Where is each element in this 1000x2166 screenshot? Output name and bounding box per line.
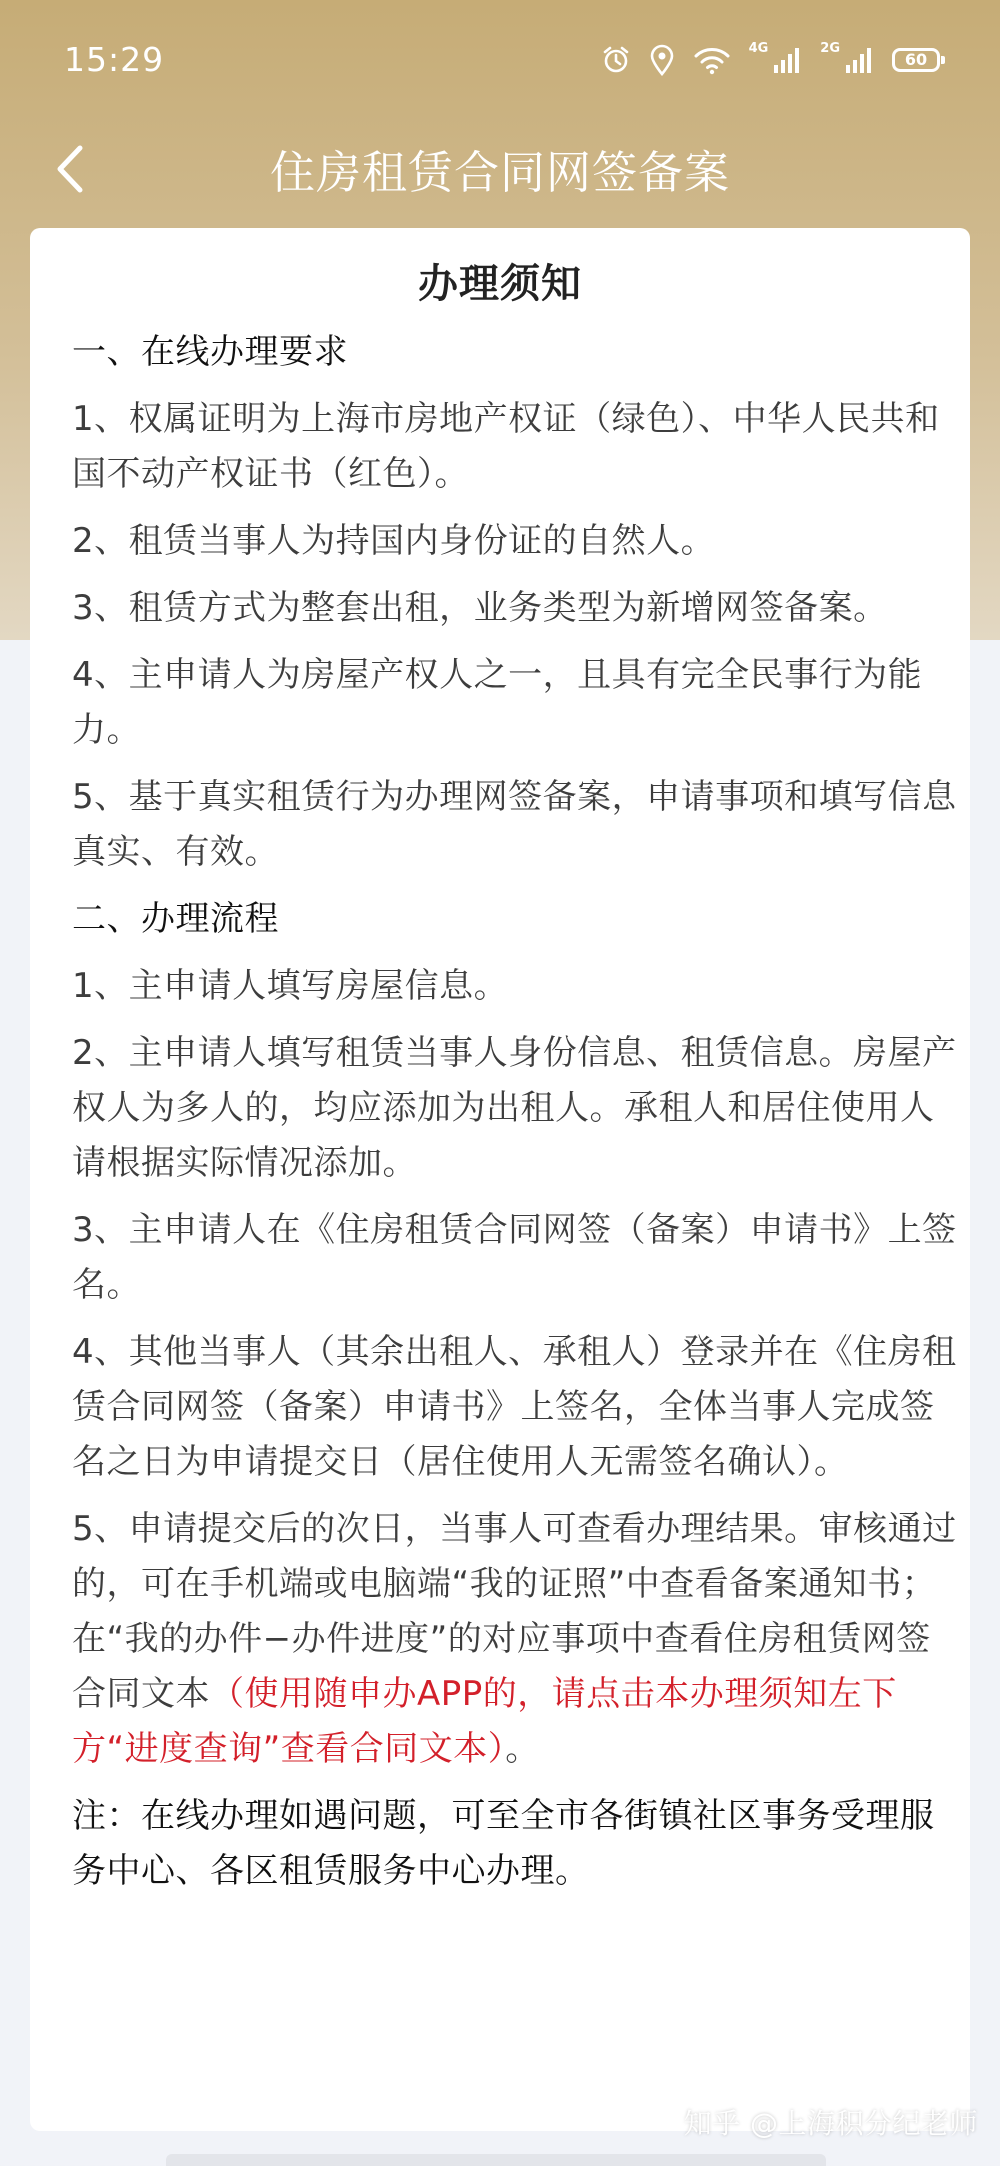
watermark: 知乎 @上海积分纪老师 (683, 2107, 978, 2140)
location-icon (649, 44, 675, 76)
battery-level: 60 (904, 50, 928, 69)
nav-bar (0, 120, 1000, 220)
requirement-item-2: 2、租赁当事人为持国内身份证的自然人。 (72, 521, 716, 561)
network-4g-label: 4G (748, 40, 769, 56)
section-heading-process: 二、办理流程 (72, 899, 279, 939)
process-item-5-highlight: （使用随申办APP的，请点击本办理须知左下方“进度查询”查看合同文本） (72, 1674, 897, 1769)
network-2g-label: 2G (820, 40, 840, 56)
process-item-2: 2、主申请人填写租赁当事人身份信息、租赁信息。房屋产权人为多人的，均应添加为出租人。承租人和居住使用人请根据实际情况添加。 (72, 1033, 957, 1183)
alarm-icon (601, 45, 631, 75)
status-time: 15:29 (64, 40, 165, 79)
status-bar (0, 0, 1000, 120)
notice-title: 办理须知 (418, 261, 582, 307)
status-icons (601, 40, 940, 76)
notice-footnote: 注：在线办理如遇问题，可至全市各街镇社区事务受理服务中心、各区租赁服务中心办理。 (72, 1796, 935, 1891)
process-item-3: 3、主申请人在《住房租赁合同网签（备案）申请书》上签名。 (72, 1210, 957, 1305)
process-item-5 (72, 1502, 960, 1777)
process-item-5-end: 。 (505, 1729, 540, 1769)
page-title: 住房租赁合同网签备案 (269, 146, 730, 199)
requirement-item-3: 3、租赁方式为整套出租，业务类型为新增网签备案。 (72, 588, 888, 628)
requirement-item-4: 4、主申请人为房屋产权人之一，且具有完全民事行为能力。 (72, 655, 923, 750)
bottom-bar (166, 2154, 826, 2166)
requirement-item-1: 1、权属证明为上海市房地产权证（绿色）、中华人民共和国不动产权证书（红色）。 (72, 399, 940, 494)
section-heading-requirements: 一、在线办理要求 (72, 332, 348, 372)
process-item-1: 1、主申请人填写房屋信息。 (72, 966, 509, 1006)
signal-4g-icon (772, 45, 802, 75)
requirement-item-5: 5、基于真实租赁行为办理网签备案，申请事项和填写信息真实、有效。 (72, 777, 957, 872)
process-item-5-text: 5、申请提交后的次日，当事人可查看办理结果。审核通过的，可在手机端或电脑端“我的证照”中查看备案通知书；在“我的办件−办件进度”的对应事项中查看住房租赁网签合同文本 (72, 1509, 957, 1714)
battery-icon (892, 48, 940, 72)
notice-card[interactable] (30, 228, 970, 2131)
signal-2g-icon (844, 45, 874, 75)
process-item-4: 4、其他当事人（其余出租人、承租人）登录并在《住房租赁合同网签（备案）申请书》上签名，全体当事人完成签名之日为申请提交日（居住使用人无需签名确认）。 (72, 1332, 957, 1482)
notice-content (72, 325, 960, 1899)
wifi-icon (693, 45, 731, 75)
